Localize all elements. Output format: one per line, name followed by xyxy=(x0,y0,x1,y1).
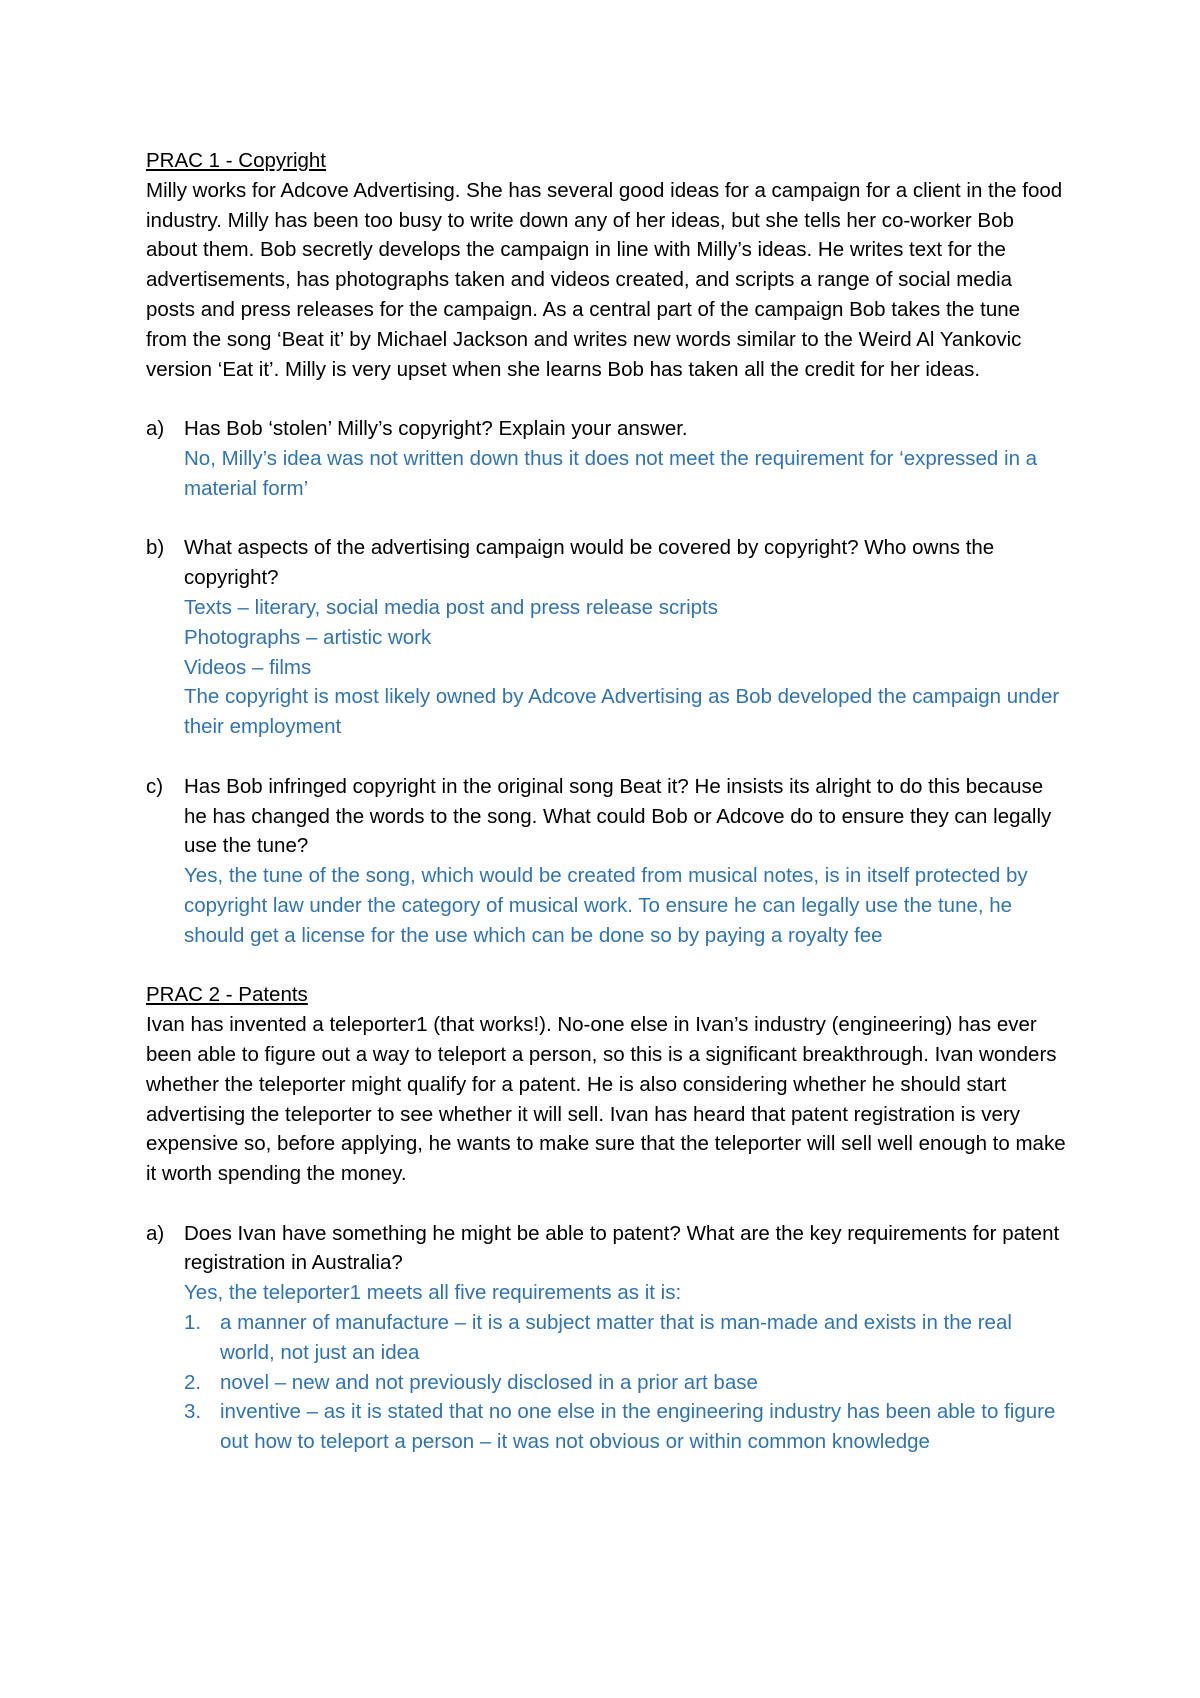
list-number: 3. xyxy=(184,1400,202,1424)
question-text: Has Bob ‘stolen’ Milly’s copyright? Explain your answer. xyxy=(184,417,688,441)
prac1-question-c xyxy=(146,772,1066,861)
prac1-answer-b-texts: Texts – literary, social media post and press release scripts xyxy=(184,595,718,619)
prac1-answer-b-videos: Videos – films xyxy=(184,655,312,679)
list-number: 2. xyxy=(184,1370,202,1394)
question-label: b) xyxy=(146,536,165,560)
prac2-question-a xyxy=(146,1219,1066,1279)
list-number: 1. xyxy=(184,1311,202,1335)
prac1-scenario: Milly works for Adcove Advertising. She has several good ideas for a campaign for a client in the food industry. Milly has been too busy to write down any of her ideas, but she tells her co-worker Bob about them. Bob secretly develops the campaign in line with Milly’s ideas. He writes text for the advertisements, has photographs taken and videos created, and scripts a range of social media posts and press releases for the campaign. As a central part of the campaign Bob takes the tune from the song ‘Beat it’ by Michael Jackson and writes new words similar to the Weird Al Yankovic version ‘Eat it’. Milly is very upset when she learns Bob has taken all the credit for her ideas. xyxy=(146,178,1063,381)
list-text: inventive – as it is stated that no one else in the engineering industry has been able to figure out how to teleport a person – it was not obvious or within common knowledge xyxy=(220,1400,1056,1454)
list-text: a manner of manufacture – it is a subject matter that is man-made and exists in the real world, not just an idea xyxy=(220,1311,1012,1364)
list-text: novel – new and not previously disclosed in a prior art base xyxy=(220,1370,758,1394)
question-text: Has Bob infringed copyright in the original song Beat it? He insists its alright to do this because he has changed the words to the song. What could Bob or Adcove do to ensure they can legally use the tune? xyxy=(184,774,1052,858)
prac1-answer-b-photographs: Photographs – artistic work xyxy=(184,625,432,649)
prac1-question-a xyxy=(146,414,1066,444)
prac1-heading: PRAC 1 - Copyright xyxy=(146,149,327,172)
prac2-answer-intro: Yes, the teleporter1 meets all five requirements as it is: xyxy=(184,1281,682,1305)
prac1-answer-b-owner: The copyright is most likely owned by Adcove Advertising as Bob developed the campaign under their employment xyxy=(184,685,1060,739)
prac1-question-b xyxy=(146,533,1066,593)
question-label: a) xyxy=(146,417,165,441)
prac1-answer-c: Yes, the tune of the song, which would be created from musical notes, is in itself protected by copyright law under the category of musical work. To ensure he can legally use the tune, he should get a license for the use which can be done so by paying a royalty fee xyxy=(184,864,1028,947)
prac1-answer-a: No, Milly’s idea was not written down thus it does not meet the requirement for ‘expressed in a material form’ xyxy=(184,446,1038,500)
question-text: Does Ivan have something he might be able to patent? What are the key requirements for patent registration in Australia? xyxy=(184,1221,1060,1275)
prac2-heading: PRAC 2 - Patents xyxy=(146,983,308,1007)
requirement-list-item xyxy=(146,1397,1066,1457)
requirement-list-item xyxy=(146,1308,1066,1368)
requirement-list-item xyxy=(146,1368,1066,1398)
question-text: What aspects of the advertising campaign would be covered by copyright? Who owns the copyright? xyxy=(184,536,995,590)
document-page xyxy=(146,146,1066,1457)
question-label: c) xyxy=(146,774,164,798)
prac2-scenario: Ivan has invented a teleporter1 (that works!). No-one else in Ivan’s industry (engineering) has ever been able to figure out a way to teleport a person, so this is a significant breakthrough. Ivan wonders whether the teleporter might qualify for a patent. He is also considering whether he should start advertising the teleporter to see whether it will sell. Ivan has heard that patent registration is very expensive so, before applying, he wants to make sure that the teleporter will sell well enough to make it worth spending the money. xyxy=(146,1013,1066,1186)
question-label: a) xyxy=(146,1221,165,1245)
